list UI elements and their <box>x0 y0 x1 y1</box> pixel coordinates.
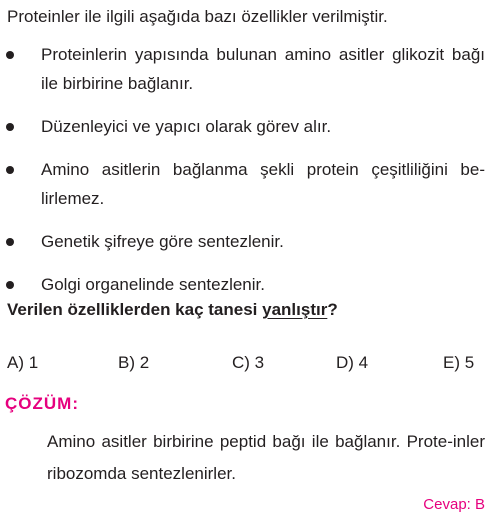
question-emphasis: yanlıştır <box>262 300 328 319</box>
question-suffix: ? <box>327 300 338 319</box>
list-item <box>0 40 493 98</box>
bullet-icon <box>6 238 14 246</box>
option-e[interactable]: E) 5 <box>443 353 475 372</box>
solution-title: ÇÖZÜM: <box>5 394 79 413</box>
list-item-text: Düzenleyici ve yapıcı olarak görev alır. <box>41 117 332 136</box>
answer-key: Cevap: B <box>423 496 485 513</box>
question-stem <box>7 298 338 322</box>
list-item-text: Genetik şifreye göre sentezlenir. <box>41 232 284 251</box>
option-c[interactable]: C) 3 <box>232 353 265 372</box>
list-item <box>0 112 493 141</box>
bullet-icon <box>6 123 14 131</box>
option-b[interactable]: B) 2 <box>118 353 150 372</box>
list-item-text: Golgi organelinde sentezlenir. <box>41 275 265 294</box>
list-item <box>0 155 493 213</box>
property-list <box>0 40 493 313</box>
bullet-icon <box>6 166 14 174</box>
answer-options <box>0 351 493 377</box>
option-d[interactable]: D) 4 <box>336 353 369 372</box>
list-item-text: Amino asitlerin bağlanma şekli protein çeşitliliğini be-lirlemez. <box>41 160 485 208</box>
list-item-text: Proteinlerin yapısında bulunan amino asitler glikozit bağı ile birbirine bağlanır. <box>41 45 485 93</box>
question-intro: Proteinler ile ilgili aşağıda bazı özellikler verilmiştir. <box>7 7 388 26</box>
solution-text: Amino asitler birbirine peptid bağı ile bağlanır. Prote-inler ribozomda sentezlenirler. <box>47 432 485 483</box>
question-prefix: Verilen özelliklerden kaç tanesi <box>7 300 263 319</box>
option-a[interactable]: A) 1 <box>7 353 39 372</box>
bullet-icon <box>6 281 14 289</box>
list-item <box>0 227 493 256</box>
bullet-icon <box>6 51 14 59</box>
list-item <box>0 270 493 299</box>
